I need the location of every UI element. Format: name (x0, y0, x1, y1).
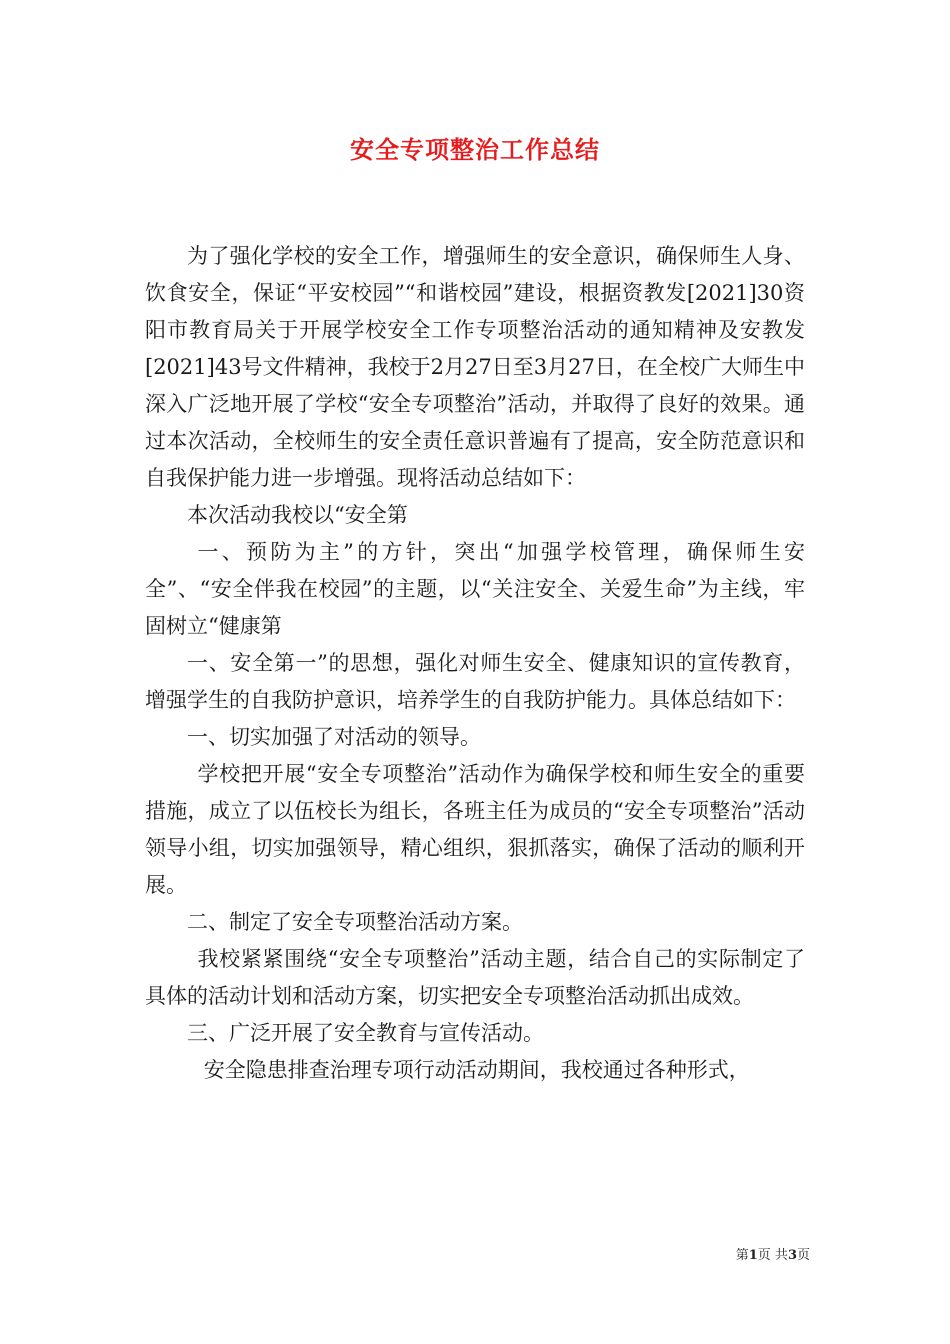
section-heading: 一、切实加强了对活动的领导。 (187, 725, 481, 749)
footer-middle: 页 共 (757, 1248, 788, 1263)
current-page-number: 1 (748, 1248, 758, 1263)
paragraph: 一、预防为主”的方针，突出“加强学校管理，确保师生安全”、“安全伴我在校园”的主题，以“关注安全、关爱生命”为主线，牢固树立“健康第 (145, 540, 805, 638)
document-title: 安全专项整治工作总结 (350, 135, 600, 164)
page-number-footer (736, 1247, 810, 1265)
footer-suffix: 页 (796, 1248, 810, 1263)
paragraph-intro: 为了强化学校的安全工作，增强师生的安全意识，确保师生人身、饮食安全，保证“平安校园”“和谐校园”建设，根据资教发[2021]30资阳市教育局关于开展学校安全工作专项整治活动的通知精神及安教发[2021]43号文件精神，我校于2月27日至3月27日，在全校广大师生中深入广泛地开展了学校“安全专项整治”活动，并取得了良好的效果。通过本次活动，全校师生的安全责任意识普遍有了提高，安全防范意识和自我保护能力进一步增强。现将活动总结如下： (145, 244, 805, 490)
section-heading: 三、广泛开展了安全教育与宣传活动。 (187, 1021, 544, 1045)
footer-prefix: 第 (735, 1248, 749, 1263)
total-page-number: 3 (787, 1248, 797, 1263)
paragraph: 安全隐患排查治理专项行动活动期间，我校通过各种形式， (203, 1058, 750, 1082)
paragraph: 我校紧紧围绕“安全专项整治”活动主题，结合自己的实际制定了具体的活动计划和活动方案，切实把安全专项整治活动抓出成效。 (145, 947, 805, 1008)
section-heading: 二、制定了安全专项整治活动方案。 (187, 910, 523, 934)
paragraph: 本次活动我校以“安全第 (187, 503, 408, 527)
document-body (145, 238, 805, 1089)
paragraph: 学校把开展“安全专项整治”活动作为确保学校和师生安全的重要措施，成立了以伍校长为组长，各班主任为成员的“安全专项整治”活动领导小组，切实加强领导，精心组织，狠抓落实，确保了活动的顺利开展。 (145, 762, 805, 897)
paragraph: 一、安全第一”的思想，强化对师生安全、健康知识的宣传教育，增强学生的自我防护意识，培养学生的自我防护能力。具体总结如下： (145, 651, 805, 712)
